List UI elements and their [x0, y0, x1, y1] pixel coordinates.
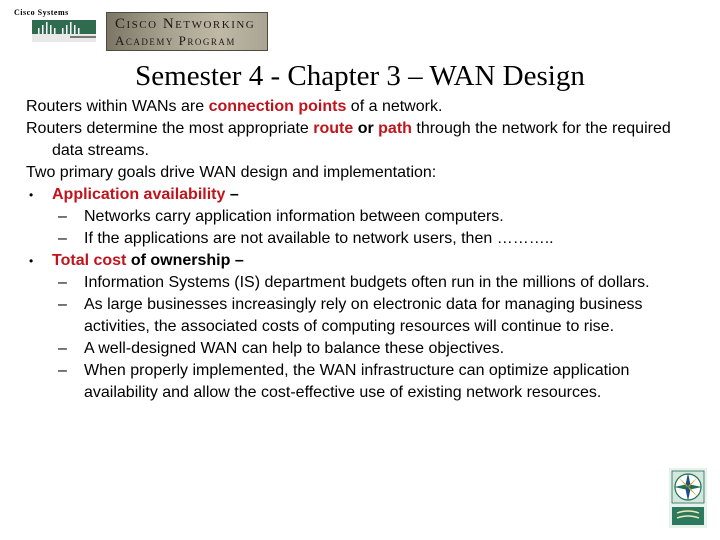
p1-text-pre: Routers within WANs are: [26, 98, 209, 115]
dash-marker: –: [58, 340, 67, 357]
bullet2-bold: of ownership: [126, 252, 231, 269]
sub-item: [26, 294, 696, 338]
sub-item-text: If the applications are not available to network users, then ………..: [84, 230, 554, 247]
p2-text-or: or: [353, 120, 379, 137]
sub-item: [26, 272, 696, 294]
paragraph-connection-points: [26, 96, 696, 118]
slide-body: [26, 96, 696, 404]
cisco-systems-logo: [12, 8, 98, 46]
cisco-bars-icon: [32, 20, 96, 42]
dash-marker: –: [58, 230, 67, 247]
bullet-marker: •: [29, 254, 34, 268]
p2-text-post: through the network for the required data streams.: [52, 120, 671, 159]
bullet2-dash: –: [230, 252, 244, 269]
sub-item-text: Networks carry application information between computers.: [84, 208, 504, 225]
p1-highlight: connection points: [208, 98, 347, 115]
sub-item: [26, 206, 696, 228]
bullet1-dash: –: [225, 186, 239, 203]
bullet1-highlight: Application availability: [52, 186, 226, 203]
dash-marker: –: [58, 274, 67, 291]
dash-marker: –: [58, 208, 67, 225]
sub-item: [26, 360, 696, 404]
paragraph-two-goals: Two primary goals drive WAN design and implementation:: [26, 164, 437, 181]
bullet-marker: •: [29, 188, 34, 202]
dash-marker: –: [58, 296, 67, 313]
bullet2-highlight: Total cost: [52, 252, 127, 269]
academy-banner-line2: Academy Program: [115, 33, 236, 48]
dash-marker: –: [58, 362, 67, 379]
p2-text-pre: Routers determine the most appropriate: [26, 120, 314, 137]
p1-text-post: of a network.: [346, 98, 443, 115]
p2-highlight-route: route: [313, 120, 354, 137]
bullet-application-availability: [26, 184, 696, 206]
academy-banner-line1: Cisco Networking: [115, 16, 256, 32]
sub-item-text: As large businesses increasingly rely on electronic data for managing business activities, the associated costs of computing resources will continue to rise.: [84, 296, 643, 335]
sub-item: [26, 338, 696, 360]
sub-item: [26, 228, 696, 250]
p2-highlight-path: path: [378, 120, 412, 137]
sub-item-text: When properly implemented, the WAN infrastructure can optimize application availability and allow the cost-effective use of existing network resources.: [84, 362, 630, 401]
cisco-brand-text: Cisco Systems: [14, 8, 69, 17]
bullet-total-cost: [26, 250, 696, 272]
compass-rose-icon: [669, 468, 707, 528]
slide-title: Semester 4 - Chapter 3 – WAN Design: [135, 60, 585, 92]
sub-item-text: A well-designed WAN can help to balance these objectives.: [84, 340, 505, 357]
sub-item-text: Information Systems (IS) department budgets often run in the millions of dollars.: [84, 274, 650, 291]
paragraph-route-path: [26, 118, 696, 162]
networking-academy-banner: [106, 12, 268, 51]
